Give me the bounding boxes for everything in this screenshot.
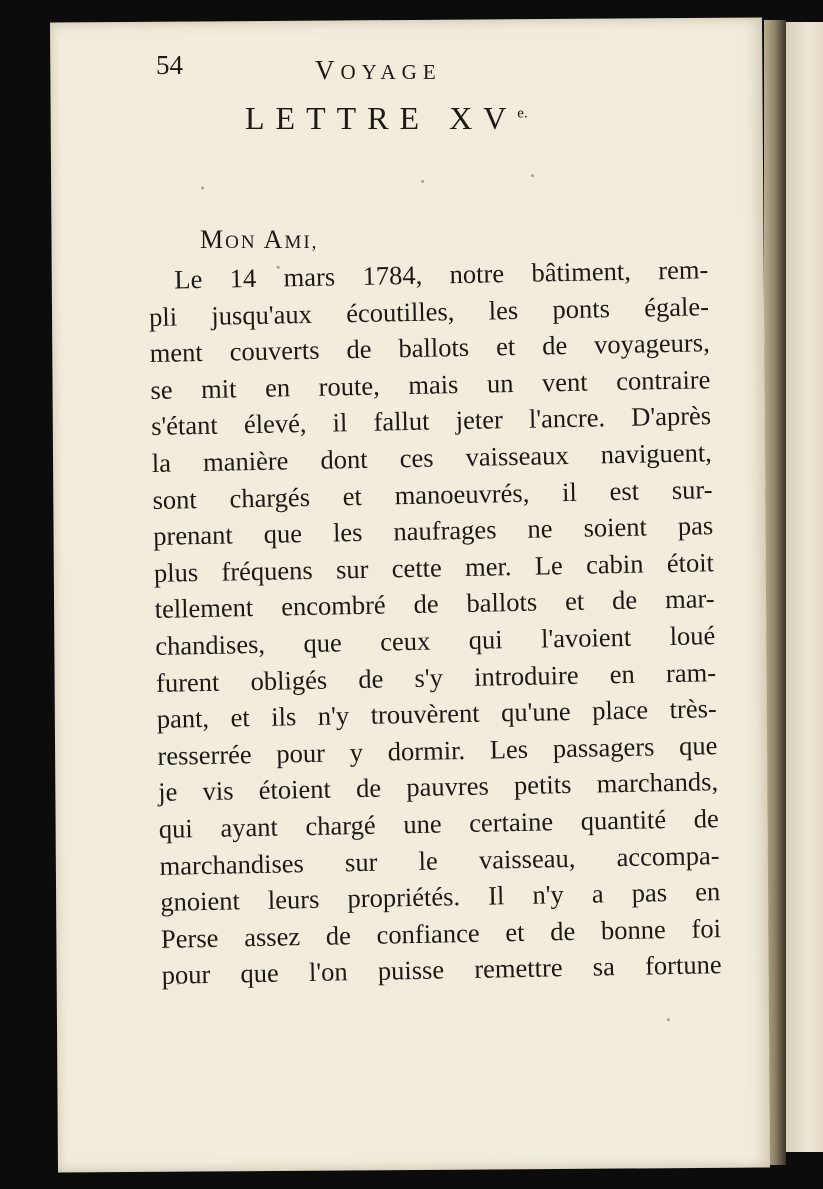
salutation-text: MON AMI,	[200, 225, 319, 254]
text-line: sont chargés et manoeuvrés, il est sur-	[152, 473, 713, 515]
text-line: pant, et ils n'y trouvèrent qu'une place très-	[156, 693, 717, 735]
text-line: resserrée pour y dormir. Les passagers que	[157, 729, 718, 771]
text-line: s'étant élevé, il fallut jeter l'ancre. D'après	[150, 400, 712, 442]
letter-title	[245, 100, 528, 137]
page-number: 54	[156, 50, 183, 80]
text-line: chandises, que ceux qui l'avoient loué	[155, 620, 716, 661]
text-line: se mit en route, mais un vent contraire	[150, 364, 711, 405]
text-line: prenant que les naufrages ne soient pas	[152, 510, 714, 552]
text-line: plus fréquens sur cette mer. Le cabin étoit	[153, 546, 715, 588]
paper-specks	[50, 18, 762, 23]
text-line: ment couverts de ballots et de voyageurs,	[149, 327, 710, 369]
letter-title-text: LETTRE $XV^{e.}$	[245, 100, 528, 136]
text-line: gnoient leurs propriétés. Il n'y a pas en	[160, 876, 721, 917]
letter-body	[148, 251, 722, 993]
text-line: furent obligés de s'y introduire en ram-	[155, 656, 717, 698]
text-line: tellement encombré de ballots et de mar-	[154, 583, 715, 625]
text-line: Le 14 mars 1784, notre bâtiment, rem-	[174, 254, 709, 295]
running-head	[315, 55, 442, 86]
text-line: je vis étoient de pauvres petits marchands,	[157, 766, 719, 808]
facing-page-edge	[786, 22, 823, 1152]
running-head-text: VOYAGE	[315, 55, 442, 85]
text-line: la manière dont ces vaisseaux naviguent,	[151, 437, 713, 478]
text-line: pli jusqu'aux écoutilles, les ponts égale-	[148, 290, 710, 332]
text-line: qui ayant chargé une certaine quantité de	[158, 803, 720, 844]
text-line: pour que l'on puisse remettre sa fortune	[161, 949, 722, 991]
text-line: marchandises sur le vaisseau, accompa-	[159, 839, 720, 881]
salutation	[200, 225, 318, 255]
text-line: Perse assez de confiance et de bonne foi	[160, 912, 722, 954]
